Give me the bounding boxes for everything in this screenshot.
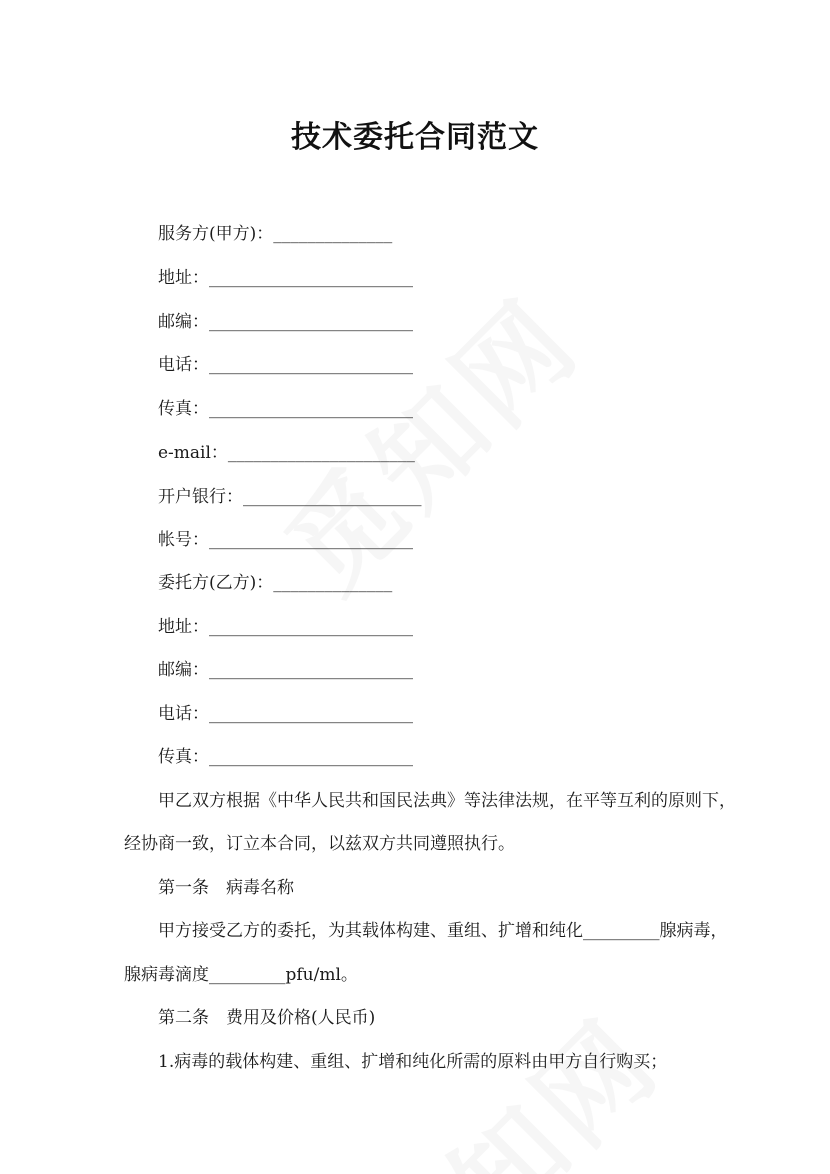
field-phone-b: 电话：________________________	[158, 704, 413, 724]
field-bank-a: 开户银行：_____________________	[158, 487, 422, 507]
field-email-a: e-mail：______________________	[158, 443, 415, 463]
paragraph-intro-line1: 甲乙双方根据《中华人民共和国民法典》等法律法规，在平等互利的原则下，	[158, 791, 736, 811]
field-account-a: 帐号：________________________	[158, 530, 413, 550]
article-2-heading: 第二条 费用及价格(人民币)	[158, 1008, 376, 1028]
field-fax-b: 传真：________________________	[158, 747, 413, 767]
field-fax-a: 传真：________________________	[158, 399, 413, 419]
field-address-b: 地址：________________________	[158, 617, 413, 637]
field-client-party: 委托方(乙方)：______________	[158, 573, 393, 593]
field-phone-a: 电话：________________________	[158, 355, 413, 375]
field-service-party: 服务方(甲方)：______________	[158, 224, 393, 244]
field-postcode-b: 邮编：________________________	[158, 660, 413, 680]
watermark	[326, 978, 688, 1174]
field-postcode-a: 邮编：________________________	[158, 312, 413, 332]
paragraph-intro-line2: 经协商一致，订立本合同，以兹双方共同遵照执行。	[124, 834, 515, 854]
article-2-item-1: 1.病毒的载体构建、重组、扩增和纯化所需的原料由甲方自行购买；	[158, 1052, 668, 1072]
article-1-heading: 第一条 病毒名称	[158, 878, 294, 898]
field-address-a: 地址：________________________	[158, 268, 413, 288]
document-title: 技术委托合同范文	[291, 120, 539, 155]
article-1-text-line1: 甲方接受乙方的委托，为其载体构建、重组、扩增和纯化_________腺病毒，	[158, 921, 728, 941]
article-1-text-line2: 腺病毒滴度_________pfu/ml。	[124, 965, 358, 985]
